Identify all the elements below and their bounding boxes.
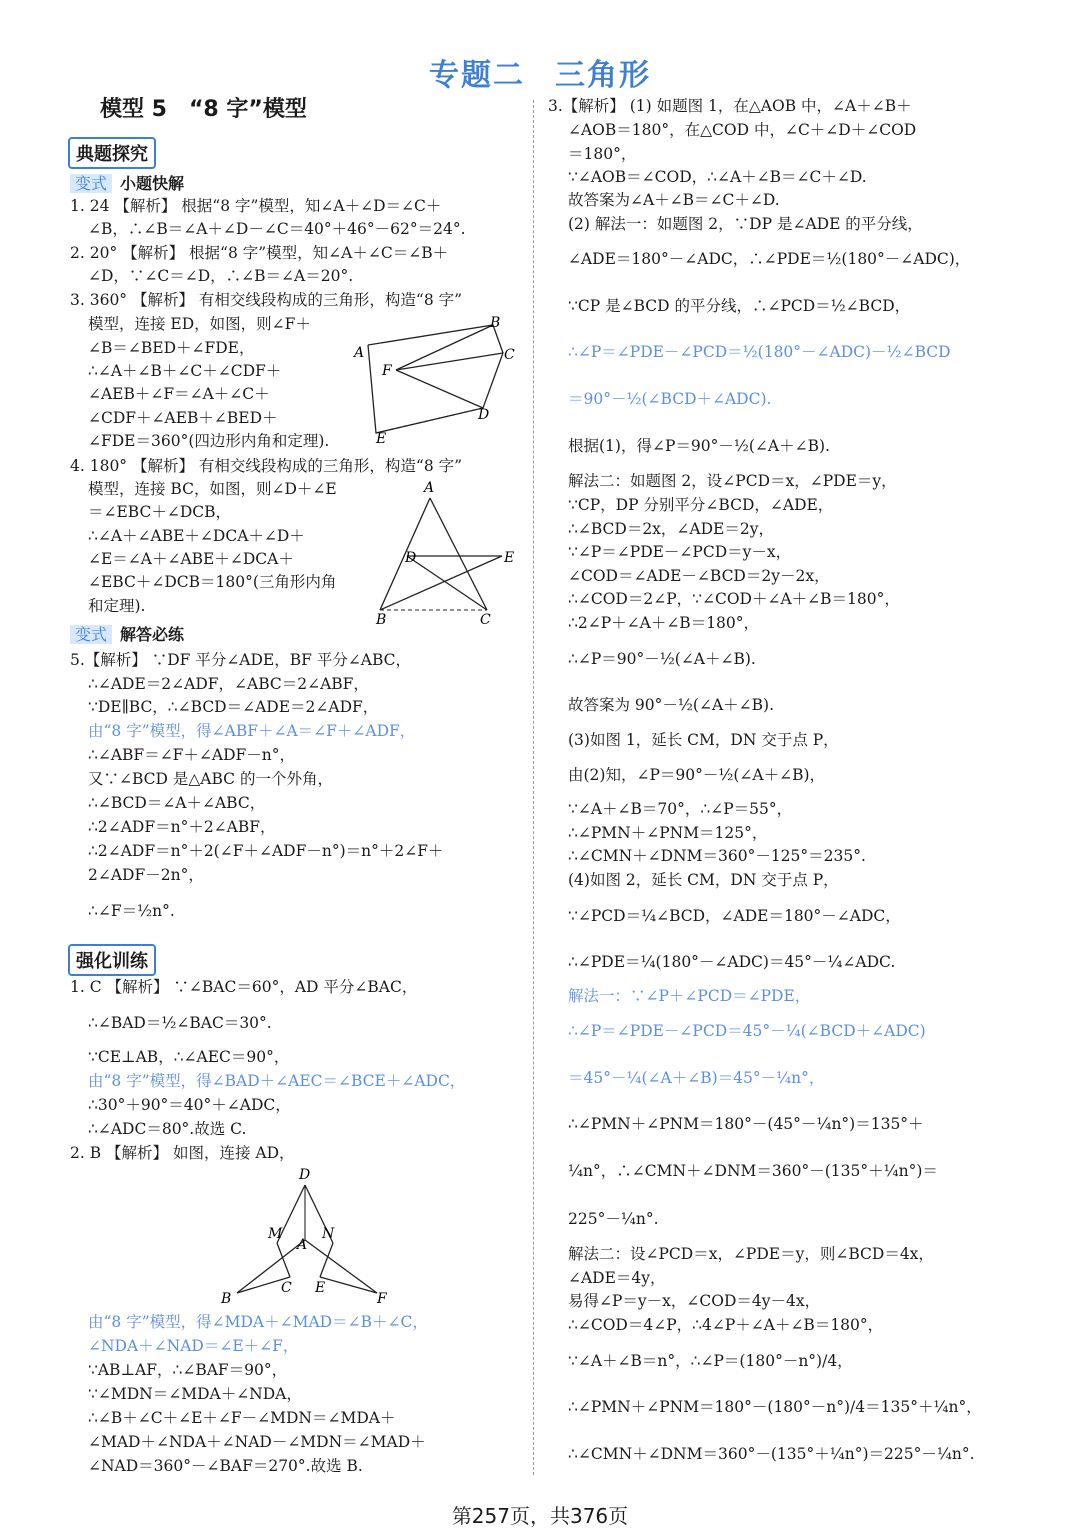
fig-q3-label: D [478, 407, 490, 423]
fig-p2-label: B [221, 1291, 232, 1307]
figure-q3 [348, 315, 528, 445]
left-line: ∠B，∴∠B＝∠A＋∠D－∠C＝40°＋46°－62°＝24°. [88, 220, 466, 238]
left-line: ∴30°＋90°＝40°＋∠ADC， [88, 1096, 291, 1114]
left-line: ∠CDF＋∠AEB＋∠BED＋ [88, 409, 278, 427]
topic-title: 三角形 [555, 58, 651, 93]
sub-must [70, 622, 184, 645]
left-line: 2. B 【解析】 如图，连接 AD， [70, 1144, 295, 1162]
right-line: ∴2∠P＋∠A＋∠B＝180°， [568, 614, 760, 632]
figure-p2 [215, 1165, 395, 1310]
fig-q4-label: B [376, 612, 387, 628]
right-line: (2) 解法一：如题图 2，∵DP 是∠ADE 的平分线， [568, 215, 923, 233]
right-line: ∴∠PMN＋∠PNM＝125°， [568, 824, 768, 842]
right-line: ∵∠A＋∠B＝70°，∴∠P＝55°， [568, 800, 793, 818]
model-title: 模型 5 “8 字”模型 [100, 97, 307, 122]
left-line: 模型，连接 ED，如图，则∠F＋ [88, 315, 311, 333]
right-line: ∴∠P＝∠PDE－∠PCD＝½(180°－∠ADC)－½∠BCD [568, 343, 951, 361]
left-line: ∴∠ADE＝2∠ADF，∠ABC＝2∠ABF， [88, 675, 369, 693]
left-line: ∠NDA＋∠NAD＝∠E＋∠F， [88, 1337, 299, 1355]
right-line: ∠COD＝∠ADE－∠BCD＝2y－2x， [568, 567, 830, 585]
left-line: ∠B＝∠BED＋∠FDE， [88, 339, 255, 357]
sub-quick [70, 171, 184, 194]
left-line: ∠NAD＝360°－∠BAF＝270°.故选 B. [88, 1457, 363, 1475]
left-line: ∠AEB＋∠F＝∠A＋∠C＋ [88, 385, 270, 403]
fig-p2-label: M [268, 1226, 283, 1242]
left-line: 由“8 字”模型，得∠BAD＋∠AEC＝∠BCE＋∠ADC， [88, 1072, 466, 1090]
right-line: ∴∠COD＝4∠P，∴4∠P＋∠A＋∠B＝180°， [568, 1316, 884, 1334]
right-line: 由(2)知，∠P＝90°－½(∠A＋∠B)， [568, 766, 826, 784]
left-line: ∵DE∥BC，∴∠BCD＝∠ADE＝2∠ADF， [88, 698, 379, 716]
fig-q3-label: E [376, 431, 387, 445]
left-line: ∴2∠ADF＝n°＋2∠ABF， [88, 818, 276, 836]
left-line: 2∠ADF－2n°， [88, 866, 204, 884]
fig-q3-label: A [354, 345, 365, 361]
right-line: ∵∠P＝∠PDE－∠PCD＝y－x， [568, 543, 792, 561]
left-line: ＝∠EBC＋∠DCB， [88, 503, 232, 521]
left-line: 1. C 【解析】 ∵∠BAC＝60°，AD 平分∠BAC， [70, 978, 418, 996]
section-practice: 强化训练 [68, 944, 156, 976]
sub-must-label: 解答必练 [120, 625, 185, 644]
right-line: 225°－¼n°. [568, 1210, 659, 1228]
left-line: ∠FDE＝360°(四边形内角和定理). [88, 432, 330, 450]
fig-q4-line-be [380, 556, 502, 610]
left-line: ∠EBC＋∠DCB＝180°(三角形内角 [88, 573, 337, 591]
left-line: ∵∠MDN＝∠MDA＋∠NDA， [88, 1385, 302, 1403]
fig-q3-label: C [504, 347, 515, 363]
fig-p2-label: A [297, 1237, 308, 1253]
left-line: 模型，连接 BC，如图，则∠D＋∠E [88, 480, 337, 498]
left-line: ∴∠F＝½n°. [88, 902, 175, 920]
right-line: ∴∠CMN＋∠DNM＝360°－125°＝235°. [568, 847, 866, 865]
right-line: 故答案为 90°－½(∠A＋∠B). [568, 696, 775, 714]
right-line: 故答案为∠A＋∠B＝∠C＋∠D. [568, 191, 780, 209]
page-title [0, 50, 1080, 94]
left-line: ∴2∠ADF＝n°＋2(∠F＋∠ADF－n°)＝n°＋2∠F＋ [88, 842, 444, 860]
left-line: ∴∠BCD＝∠A＋∠ABC， [88, 794, 266, 812]
section-explore: 典题探究 [68, 137, 156, 169]
sub-quick-label: 小题快解 [120, 174, 185, 193]
right-line: ∵∠A＋∠B＝n°，∴∠P＝(180°－n°)/4， [568, 1352, 853, 1370]
left-line: ∴∠B＋∠C＋∠E＋∠F－∠MDN＝∠MDA＋ [88, 1409, 396, 1427]
right-line: ∵∠AOB＝∠COD，∴∠A＋∠B＝∠C＋∠D. [568, 168, 867, 186]
fig-p2-label: D [299, 1167, 311, 1183]
topic-label: 专题二 [429, 58, 525, 93]
fig-q4-label: A [424, 480, 435, 496]
column-divider [533, 100, 534, 1475]
left-line: ∴∠ABF＝∠F＋∠ADF－n°， [88, 746, 296, 764]
right-line: ∴∠PDE＝¼(180°－∠ADC)＝45°－¼∠ADC. [568, 953, 896, 971]
fig-p2-label: N [322, 1226, 335, 1242]
left-line: 4. 180° 【解析】 有相交线段构成的三角形，构造“8 字” [70, 457, 463, 475]
left-line: ∠D，∵∠C＝∠D，∴∠B＝∠A＝20°. [88, 267, 354, 285]
left-line: ∵CE⊥AB，∴∠AEC＝90°， [88, 1048, 290, 1066]
right-line: ∴∠CMN＋∠DNM＝360°－(135°＋¼n°)＝225°－¼n°. [568, 1445, 975, 1463]
right-line: ∵∠PCD＝¼∠BCD，∠ADE＝180°－∠ADC， [568, 907, 901, 925]
right-line: ¼n°，∴∠CMN＋∠DNM＝360°－(135°＋¼n°)＝ [568, 1162, 938, 1180]
right-line: ∴∠P＝90°－½(∠A＋∠B). [568, 650, 756, 668]
left-line: 和定理). [88, 597, 146, 615]
right-line: ∠ADE＝4y， [568, 1269, 666, 1287]
right-line: ＝180°， [568, 145, 637, 163]
fig-q4-line-cd [407, 556, 487, 610]
right-line: ∠AOB＝180°，在△COD 中，∠C＋∠D＋∠COD [568, 121, 917, 139]
left-line: ∴∠A＋∠B＋∠C＋∠CDF＋ [88, 362, 282, 380]
right-line: 易得∠P＝y－x，∠COD＝4y－4x， [568, 1292, 821, 1310]
right-line: ＝45°－¼(∠A＋∠B)＝45°－¼n°， [568, 1069, 825, 1087]
right-line: ∵CP 是∠BCD 的平分线，∴∠PCD＝½∠BCD， [568, 297, 911, 315]
right-line: ∴∠COD＝2∠P，∵∠COD＋∠A＋∠B＝180°， [568, 590, 900, 608]
fig-q3-line-fb [396, 325, 493, 370]
fig-p2-label: C [281, 1280, 292, 1296]
left-line: ∴∠BAD＝½∠BAC＝30°. [88, 1014, 272, 1032]
right-line: ∴∠PMN＋∠PNM＝180°－(45°－¼n°)＝135°＋ [568, 1115, 924, 1133]
right-line: 3.【解析】 (1) 如题图 1，在△AOB 中，∠A＋∠B＋ [548, 97, 912, 115]
fig-p2-line-ef [320, 1277, 377, 1293]
right-line: ＝90°－½(∠BCD＋∠ADC). [568, 390, 772, 408]
right-line: 解法二：如题图 2，设∠PCD＝x，∠PDE＝y， [568, 472, 897, 490]
fig-p2-label: F [377, 1291, 387, 1307]
figure-q4 [372, 478, 522, 628]
fig-p2-line-ab [237, 1240, 305, 1293]
left-line: 2. 20° 【解析】 根据“8 字”模型，知∠A＋∠C＝∠B＋ [70, 244, 449, 262]
fig-p2-label: E [315, 1280, 326, 1296]
right-line: ∴∠BCD＝2x，∠ADE＝2y， [568, 520, 774, 538]
right-line: (3)如图 1，延长 CM，DN 交于点 P， [568, 731, 839, 749]
right-line: ∠ADE＝180°－∠ADC，∴∠PDE＝½(180°－∠ADC)， [568, 250, 971, 268]
left-line: 1. 24 【解析】 根据“8 字”模型，知∠A＋∠D＝∠C＋ [70, 197, 442, 215]
fig-q4-line-ac [430, 498, 487, 610]
page-footer: 第257页，共376页 [451, 1504, 629, 1528]
right-line: (4)如图 2，延长 CM，DN 交于点 P， [568, 871, 839, 889]
left-line: 5.【解析】 ∵DF 平分∠ADE，BF 平分∠ABC， [70, 651, 412, 669]
left-line: 3. 360° 【解析】 有相交线段构成的三角形，构造“8 字” [70, 291, 463, 309]
fig-q3-label: F [382, 363, 392, 379]
right-line: 根据(1)，得∠P＝90°－½(∠A＋∠B). [568, 437, 830, 455]
left-line: 由“8 字”模型，得∠ABF＋∠A＝∠F＋∠ADF， [88, 722, 416, 740]
fig-q3-line-fd [396, 370, 483, 408]
fig-p2-line-ne [320, 1243, 333, 1277]
right-line: 解法一：∵∠P＋∠PCD＝∠PDE， [568, 987, 811, 1005]
left-line: ∴∠ADC＝80°.故选 C. [88, 1120, 247, 1138]
fig-q4-label: E [504, 550, 515, 566]
right-line: ∴∠P＝∠PDE－∠PCD＝45°－¼(∠BCD＋∠ADC) [568, 1022, 926, 1040]
fig-q4-label: C [480, 612, 491, 628]
left-line: ∴∠A＋∠ABE＋∠DCA＋∠D＋ [88, 527, 305, 545]
fig-q3-line-fc [396, 353, 503, 370]
left-line: 又∵∠BCD 是△ABC 的一个外角， [88, 770, 333, 788]
right-line: ∵CP，DP 分别平分∠BCD，∠ADE， [568, 496, 834, 514]
left-line: ∠E＝∠A＋∠ABE＋∠DCA＋ [88, 550, 294, 568]
left-line: 由“8 字”模型，得∠MDA＋∠MAD＝∠B＋∠C， [88, 1313, 428, 1331]
sub-must-tag: 变式 [70, 625, 112, 644]
left-line: ∠MAD＋∠NDA＋∠NAD－∠MDN＝∠MAD＋ [88, 1433, 426, 1451]
fig-q3-label: B [490, 315, 501, 331]
right-line: 解法二：设∠PCD＝x，∠PDE＝y，则∠BCD＝4x， [568, 1245, 934, 1263]
right-line: ∴∠PMN＋∠PNM＝180°－(180°－n°)/4＝135°＋¼n°， [568, 1398, 982, 1416]
left-line: ∵AB⊥AF，∴∠BAF＝90°， [88, 1361, 288, 1379]
sub-quick-tag: 变式 [70, 174, 112, 193]
fig-q4-label: D [405, 550, 417, 566]
